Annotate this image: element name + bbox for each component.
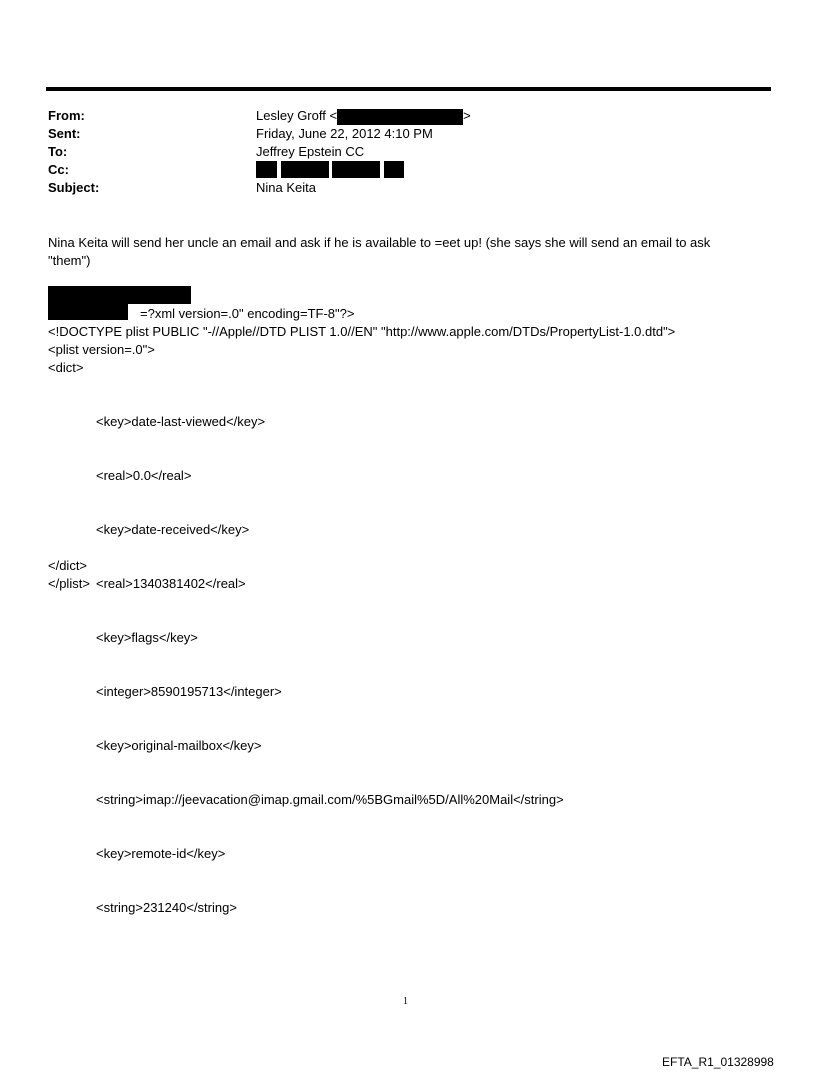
to-value: Jeffrey Epstein CC bbox=[256, 144, 365, 159]
dict-close: </dict> bbox=[48, 558, 88, 573]
plist-entry: <key>date-received</key> bbox=[96, 522, 250, 537]
redaction-box bbox=[256, 161, 277, 178]
from-value bbox=[256, 108, 471, 125]
from-close: > bbox=[463, 108, 471, 123]
plist-entry: <string>imap://jeevacation@imap.gmail.com/%5BGmail%5D/All%20Mail</string> bbox=[96, 792, 564, 807]
to-label: To: bbox=[48, 144, 68, 159]
plist-entry: <key>flags</key> bbox=[96, 630, 198, 645]
sent-label: Sent: bbox=[48, 126, 81, 141]
message-body bbox=[48, 234, 748, 270]
header-rule bbox=[46, 87, 771, 91]
sent-value: Friday, June 22, 2012 4:10 PM bbox=[256, 126, 433, 141]
cc-value bbox=[256, 161, 404, 178]
redaction-box bbox=[337, 109, 463, 125]
plist-doctype: <!DOCTYPE plist PUBLIC "-//Apple//DTD PLIST 1.0//EN" "http://www.apple.com/DTDs/PropertyList-1.0.dtd"> bbox=[48, 324, 676, 339]
subject-value: Nina Keita bbox=[256, 180, 316, 195]
plist-entry: <integer>8590195713</integer> bbox=[96, 684, 282, 699]
plist-close: </plist> bbox=[48, 576, 90, 591]
redaction-box bbox=[281, 161, 329, 178]
from-label: From: bbox=[48, 108, 85, 123]
plist-entry: <string>231240</string> bbox=[96, 900, 237, 915]
redaction-box bbox=[384, 161, 404, 178]
plist-entry: <real>1340381402</real> bbox=[96, 576, 246, 591]
plist-entry: <key>original-mailbox</key> bbox=[96, 738, 262, 753]
redaction-box bbox=[48, 302, 128, 320]
plist-entry: <real>0.0</real> bbox=[96, 468, 192, 483]
message-body-line: Nina Keita will send her uncle an email and ask if he is available to =eet up! (she says she will send an email to ask bbox=[48, 235, 711, 250]
message-body-line: "them") bbox=[48, 253, 91, 268]
xml-declaration: =?xml version=.0" encoding=TF-8"?> bbox=[140, 306, 355, 321]
subject-label: Subject: bbox=[48, 180, 100, 195]
plist-entry: <key>date-last-viewed</key> bbox=[96, 414, 266, 429]
dict-entries bbox=[48, 377, 564, 935]
from-name: Lesley Groff < bbox=[256, 108, 338, 123]
cc-label: Cc: bbox=[48, 162, 69, 177]
document-id: EFTA_R1_01328998 bbox=[662, 1055, 774, 1069]
plist-entry: <key>remote-id</key> bbox=[96, 846, 226, 861]
page-number: 1 bbox=[403, 996, 408, 1007]
dict-open: <dict> bbox=[48, 360, 84, 375]
redaction-box bbox=[332, 161, 380, 178]
plist-open: <plist version=.0"> bbox=[48, 342, 155, 357]
